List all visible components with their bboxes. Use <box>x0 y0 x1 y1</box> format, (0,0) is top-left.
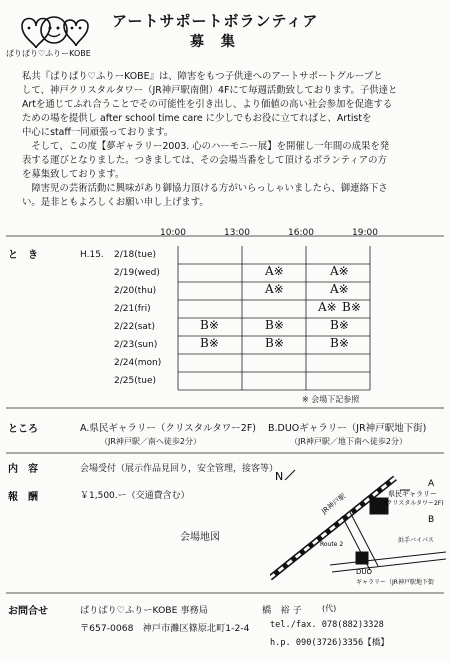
map-b-marker: B <box>428 515 435 525</box>
jr-station-label: JR神戸駅 <box>320 492 348 516</box>
schedule-date: 2/23(sun) <box>114 340 158 350</box>
intro-line: 障害児の芸術活動に興味があり御協力頂ける方がいらっしゃいましたら、御連絡下さ <box>22 183 388 194</box>
north-label: N <box>275 470 284 483</box>
intro-line: い。是非ともよろしくお願い申し上げます。 <box>22 197 209 208</box>
intro-line: を募集致しております。 <box>22 169 125 180</box>
place-label: ところ <box>8 424 38 435</box>
schedule-label: と き <box>8 250 38 261</box>
time-label: 13:00 <box>224 228 250 238</box>
slot-mark: A※ <box>265 282 284 296</box>
slot-mark: B※ <box>200 318 219 332</box>
time-label: 16:00 <box>288 228 314 238</box>
slot-mark: A※ <box>330 264 349 278</box>
schedule-date: 2/24(mon) <box>114 358 162 368</box>
venue-map <box>270 460 446 590</box>
map-a-marker: A <box>428 479 435 489</box>
contact-label: お問合せ <box>8 606 48 617</box>
contact-person-suffix: (代) <box>322 604 337 613</box>
map-label: 会場地図 <box>180 532 220 543</box>
place-a-access: （JR神戸駅／南へ徒歩2分） <box>100 437 202 446</box>
place-b-access: （JR神戸駅／地下南へ徒歩2分） <box>290 437 408 446</box>
schedule-date: 2/22(sat) <box>114 322 155 332</box>
contact-address: 〒657-0068 神戸市灘区篠原北町1-2-4 <box>80 623 250 634</box>
slot-mark: B※ <box>342 300 361 314</box>
page-title: アートサポートボランティア <box>112 12 319 30</box>
time-label: 10:00 <box>160 228 186 238</box>
slot-mark: B※ <box>200 336 219 350</box>
place-a: A.県民ギャラリー（クリスタルタワー2F) <box>80 423 256 434</box>
intro-line: 私共『ぱりぱり♡ふりーKOBE』は、障害をもつ子供達へのアートサポートグループと <box>22 71 383 82</box>
intro-line: そして、この度【夢ギャラリー2003. 心のハーモニー展】を開催し一年間の成果を発 <box>22 141 390 152</box>
contact-person: 橋 裕 子 <box>262 605 302 616</box>
slot-mark: B※ <box>265 336 284 350</box>
intro-line: して、神戸クリスタルタワー（JR神戸駅南側）4Fにて毎週活動致しております。子供達と <box>22 85 398 96</box>
intro-line: ための場を提供し after school time care に少しでもお役に立てればと、Artistを <box>22 113 372 124</box>
bypass-label: 浜手バイパス <box>398 537 434 544</box>
kenmin-sub-label: (クリスタルタワー2F) <box>384 500 444 507</box>
time-label: 19:00 <box>352 228 378 238</box>
slot-mark: A※ <box>330 282 349 296</box>
slot-mark: B※ <box>330 336 349 350</box>
pay-value: ￥1,500.ー（交通費含む） <box>80 491 190 501</box>
schedule-date: 2/18(tue) <box>114 250 157 260</box>
contact-tel: tel./fax. 078(882)3328 <box>270 620 384 630</box>
slot-mark: B※ <box>330 318 349 332</box>
page-subtitle: 募 集 <box>190 34 241 50</box>
content-value: 会場受付（展示作品見回り，安全管理，接客等） <box>80 464 279 474</box>
intro-line: 表する運びとなりました。つきましては、その会場当番をして頂けるボランティアの方 <box>22 155 387 166</box>
schedule-note: ※ 会場下記参照 <box>302 395 360 404</box>
intro-line: 中心にstaff一同頑張っております。 <box>22 127 174 138</box>
contact-hp: h.p. 090(3726)3356【橋】 <box>270 638 389 648</box>
route-label: Route 2 <box>320 541 344 548</box>
duo-label: DUO <box>356 568 373 576</box>
content-label: 内 容 <box>8 464 38 475</box>
slot-mark: B※ <box>265 318 284 332</box>
slot-mark: A※ <box>265 264 284 278</box>
kenmin-label: 県民ギャラリー <box>388 490 437 498</box>
schedule-date: 2/19(wed) <box>114 268 160 278</box>
schedule-date: 2/20(thu) <box>114 286 157 296</box>
slot-mark: A※ <box>318 300 337 314</box>
schedule-date: 2/21(fri) <box>114 304 151 314</box>
brand-name: ぱりぱり♡ふりーKOBE <box>6 49 91 58</box>
schedule-year: H.15. <box>80 250 104 260</box>
schedule-date: 2/25(tue) <box>114 376 157 386</box>
duo-sub-label: ギャラリー（JR神戸駅地下街 <box>356 579 434 586</box>
pay-label: 報 酬 <box>8 492 38 503</box>
place-b: B.DUOギャラリー（JR神戸駅地下街) <box>268 423 427 434</box>
contact-org: ぱりぱり♡ふりーKOBE 事務局 <box>80 605 208 616</box>
intro-line: Artを通じてふれ合うことでその可能性を引き出し、より価値の高い社会参加を促進する <box>22 99 393 110</box>
